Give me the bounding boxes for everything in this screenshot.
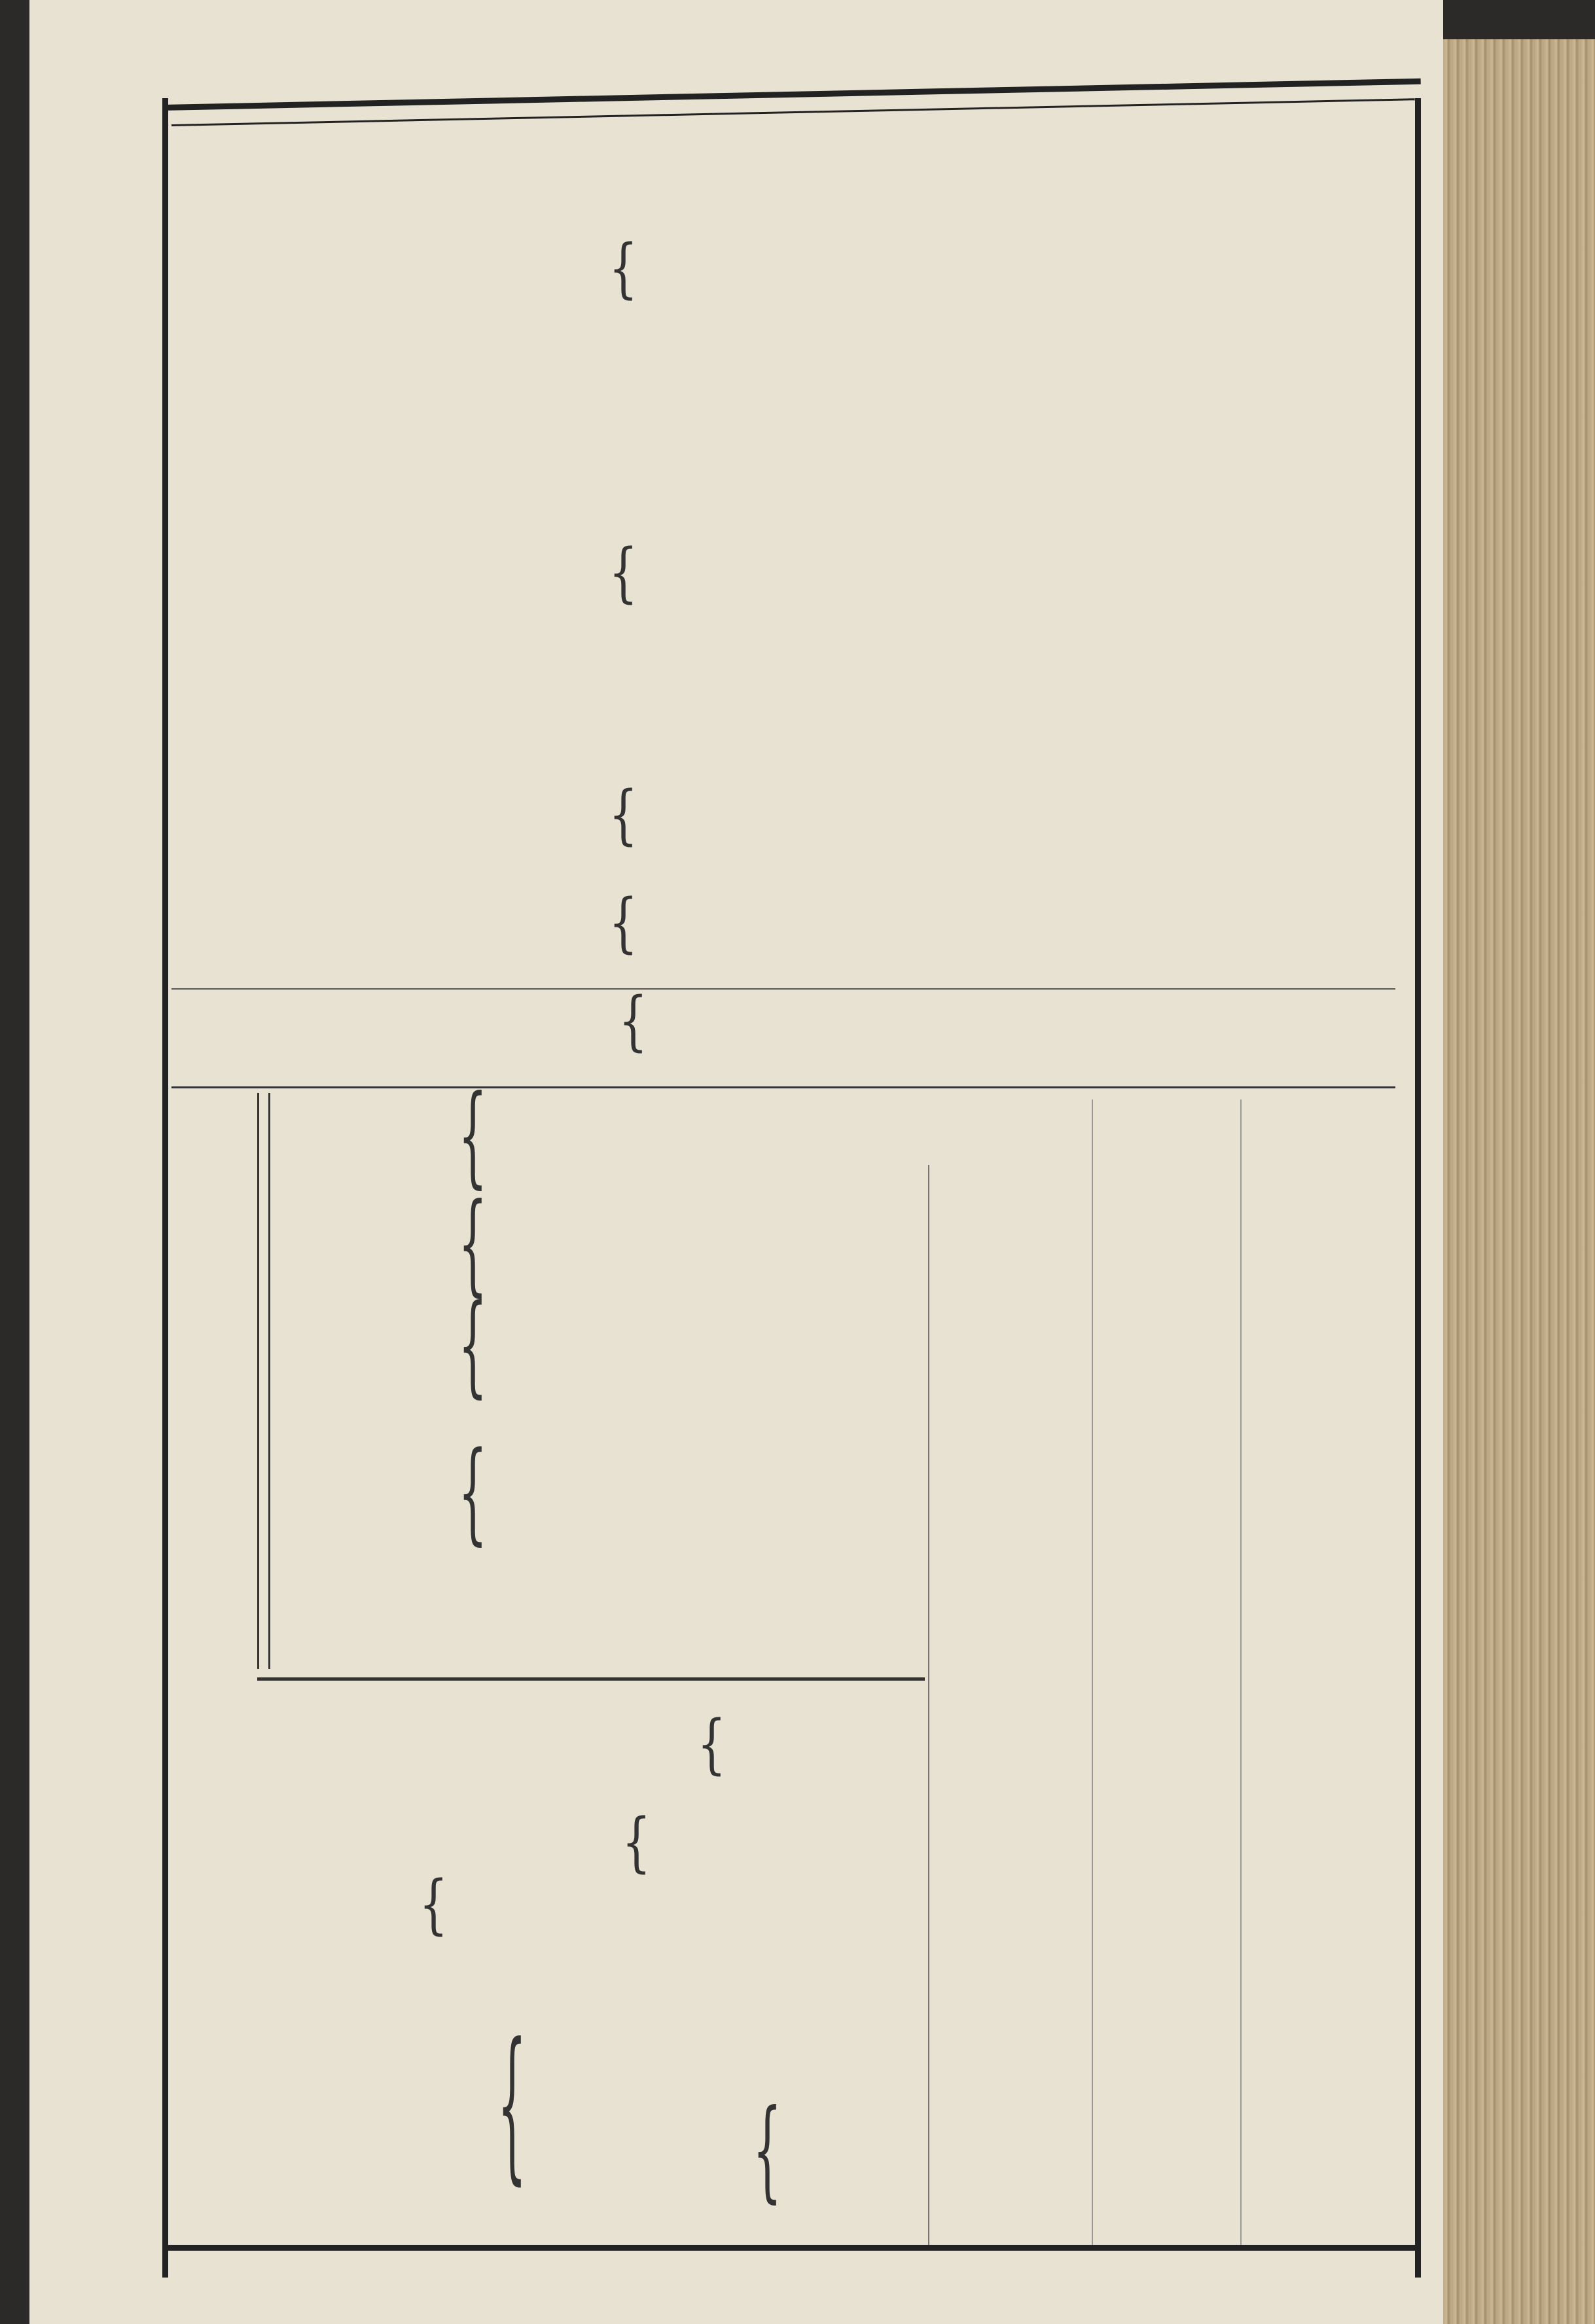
canaux-bottom-rule [257,1677,925,1681]
brace: { [609,535,638,611]
brace: { [458,1280,488,1410]
canaux-left-rule-2 [268,1093,270,1669]
brace: { [609,230,638,306]
canaux-label [162,1394,306,1433]
price-column-rule [928,1165,929,2245]
brace: { [618,983,648,1059]
brace: { [458,1071,488,1200]
brace: { [609,885,638,961]
brace: { [458,1427,488,1557]
brace: { [609,777,638,853]
section-divider [171,1086,1395,1088]
page-frame [162,98,1421,2278]
canaux-left-rule [257,1093,259,1669]
brace: { [497,2007,527,2201]
brace: { [458,1179,488,1308]
brace: { [697,1706,726,1782]
row-rule [171,988,1395,990]
price-column-rule-3 [1240,1099,1242,2245]
brace: { [622,1804,651,1880]
brace: { [753,2085,782,2215]
price-column-rule-2 [1092,1099,1093,2245]
book-page-edges [1433,39,1595,2324]
frame-bottom-rule [162,2245,1421,2251]
brace: { [419,1867,448,1942]
